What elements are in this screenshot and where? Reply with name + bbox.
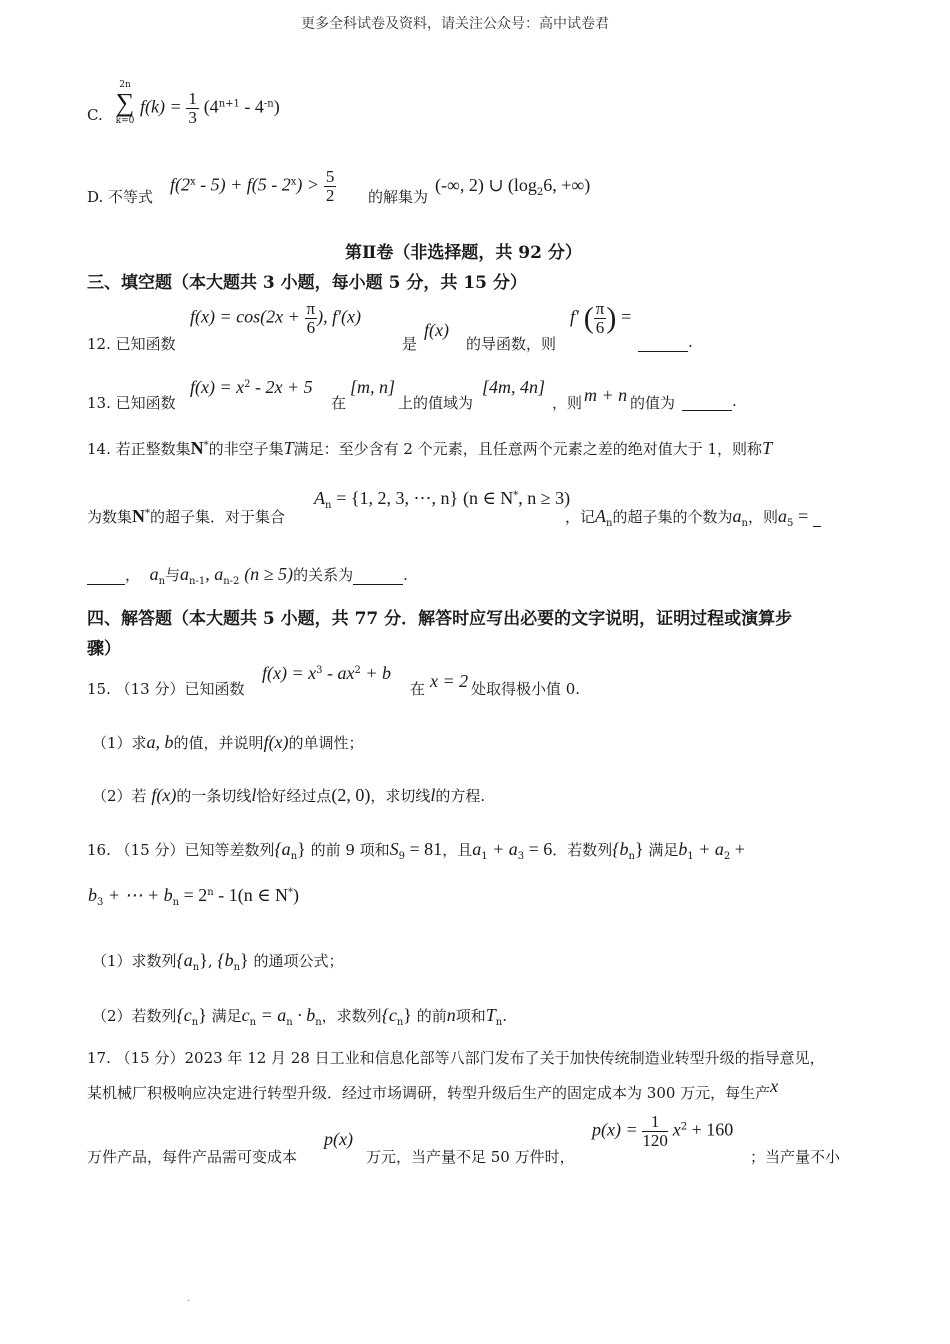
q16-T: T xyxy=(485,1005,496,1025)
q16-rest: - 1(n ∈ N xyxy=(213,885,289,905)
q16-cn2: {c xyxy=(381,1005,397,1025)
q12-frac2 xyxy=(594,300,607,337)
option-d-lhs: f(2 xyxy=(170,174,190,195)
q16-eqa: = a xyxy=(256,1005,287,1025)
q16-line2 xyxy=(88,885,299,908)
option-d-x1: x xyxy=(190,176,196,188)
q12-label: 12. 已知函数 xyxy=(87,335,176,353)
section3-title: 三、填空题（本大题共 3 小题，每小题 5 分，共 15 分） xyxy=(87,273,527,293)
frac-den: 3 xyxy=(188,108,197,127)
option-c-fraction xyxy=(186,90,199,127)
q14-end: . xyxy=(403,566,408,584)
q14-set xyxy=(314,488,570,511)
q13-cn3: ，则 xyxy=(552,394,583,412)
q15-p2b: 的一条切线 xyxy=(176,787,252,805)
option-d-set-text: (-∞, 2) ∪ (log xyxy=(435,175,537,195)
option-d-mid: - 5) + f(5 - 2 xyxy=(195,174,291,195)
q16-b3-sub: 3 xyxy=(97,897,104,908)
option-c-exp1: n+1 xyxy=(218,98,240,110)
frac-num: π xyxy=(595,299,605,318)
q16-p2-close2: } xyxy=(403,1005,412,1025)
q16-p1-close2: } xyxy=(240,950,249,970)
q16-bn-sub2: n xyxy=(172,897,180,908)
q15-p2e: 的方程. xyxy=(435,787,486,805)
q16-p2 xyxy=(92,1005,507,1028)
q16-p2-close: } xyxy=(198,1005,207,1025)
q15-cn2: 处取得极小值 0. xyxy=(471,680,581,698)
q16-bn: {b xyxy=(612,839,629,859)
frac-den: 6 xyxy=(306,318,316,337)
q16-p2c: ，求数列 xyxy=(321,1007,382,1025)
q14-cond2: , n ≥ 3) xyxy=(518,488,571,508)
q14-sub2: n-2 xyxy=(223,576,240,587)
option-d-base: 2 xyxy=(536,187,544,198)
q13-blank xyxy=(682,392,737,411)
q16-p2b: 满足 xyxy=(211,1007,242,1025)
q13-cn1: 在 xyxy=(331,394,347,412)
q16-p1b: 的通项公式； xyxy=(253,952,344,970)
q14-line3 xyxy=(87,564,408,587)
option-c-rest: (4 xyxy=(203,96,219,117)
q13-int1: [m, n] xyxy=(350,377,396,397)
q16-one: 1 xyxy=(481,851,488,862)
q12-f: f(x) = cos(2x + xyxy=(190,306,300,327)
q15-p1a: （1）求 xyxy=(92,734,147,752)
q14-star3: * xyxy=(513,490,519,501)
q15-x2: x = 2 xyxy=(430,671,469,691)
q14-a5: a xyxy=(777,506,787,526)
option-d-fraction xyxy=(324,168,337,205)
q16-close: } xyxy=(297,839,306,859)
q15-rest: + b xyxy=(360,663,392,683)
q15-fx: f(x) xyxy=(263,732,289,752)
q15-p2 xyxy=(92,785,485,806)
q16-c-sub: n xyxy=(249,1017,257,1028)
q14-A2-sub: n xyxy=(606,518,613,529)
q16-label: 16. （15 分）已知等差数列 xyxy=(87,841,275,859)
q16-p2e: 项和 xyxy=(455,1007,486,1025)
q16-two: 2 xyxy=(723,851,731,862)
q14-cond3: (n ≥ 5) xyxy=(244,564,294,584)
option-c-label: C. xyxy=(87,106,103,124)
frac-den: 2 xyxy=(325,186,335,205)
q17-x2: x xyxy=(672,1119,681,1140)
q16-an: {a xyxy=(274,839,291,859)
q14-l1a: 14. 若正整数集 xyxy=(87,440,191,458)
q15-p1 xyxy=(92,732,364,753)
q16-a1: a xyxy=(472,839,482,859)
q17-x: x xyxy=(770,1076,779,1096)
q15-ab: a, b xyxy=(146,732,174,752)
q16-cn: {c xyxy=(176,1005,192,1025)
option-d-set xyxy=(435,175,590,198)
q14-an-sub2: n xyxy=(158,576,166,587)
page-header: 更多全科试卷及资料，请关注公众号：高中试卷君 xyxy=(301,16,609,32)
q17-plus: + 160 xyxy=(687,1119,734,1140)
q14-cond: (n ∈ N xyxy=(462,488,514,508)
q16-dot: · b xyxy=(292,1005,316,1025)
q16-cn2: ，且 xyxy=(442,841,473,859)
q14-eq: = xyxy=(798,506,809,526)
q12-fp xyxy=(570,300,631,337)
q16-c: c xyxy=(241,1005,250,1025)
q15-p1b: 的值，并说明 xyxy=(173,734,264,752)
option-c-formula xyxy=(140,90,280,127)
q14-an2: a xyxy=(214,564,224,584)
q16-eq81: = 81 xyxy=(405,839,443,859)
q13-int2: [4m, 4n] xyxy=(482,377,546,397)
q15-l: l xyxy=(251,785,257,805)
q16-p1a: （1）求数列 xyxy=(92,952,177,970)
q12-blank xyxy=(638,333,693,352)
q15-p1c: 的单调性； xyxy=(288,734,364,752)
q16-b1-sub: 1 xyxy=(687,851,694,862)
q14-star2: * xyxy=(145,508,151,519)
q17-line3-a: 万件产品，每件产品需可变成本 xyxy=(87,1148,298,1166)
q16-an-sub: n xyxy=(290,851,298,862)
q14-set-text: = {1, 2, 3, ⋯, n} xyxy=(336,488,459,508)
q16-plus-end: + xyxy=(730,839,745,859)
q16-cn2-sub: n xyxy=(396,1017,404,1028)
frac-num: 5 xyxy=(325,167,335,186)
option-d-cn: 的解集为 xyxy=(368,188,429,206)
q16-p2d: 的前 xyxy=(416,1007,447,1025)
q16-p1: （1）求数列$\{a_n\}$, $\{b_n\}$ 的通项公式； xyxy=(92,950,344,973)
option-c-exp2: -n xyxy=(263,98,274,110)
q14-a: a xyxy=(732,506,742,526)
q16-cn4: 满足 xyxy=(648,841,679,859)
q16-p2a: （2）若数列 xyxy=(92,1007,177,1025)
q16-b3: b xyxy=(88,885,97,905)
q14-T: T xyxy=(283,438,294,458)
q16-end: . xyxy=(502,1007,507,1025)
frac-den: 6 xyxy=(595,318,605,337)
q16-eqa-sub: n xyxy=(286,1017,293,1028)
q16-b1: b xyxy=(678,839,688,859)
q15-formula xyxy=(262,663,391,684)
q15-f: f(x) = x xyxy=(262,663,317,683)
q14-star: * xyxy=(203,440,209,451)
q15-pt: (2, 0) xyxy=(331,785,371,805)
section4-title-1: 四、解答题（本大题共 5 小题，共 77 分．解答时应写出必要的文字说明，证明过程或演算步 xyxy=(87,609,793,629)
option-d-gt: ) > xyxy=(296,174,320,195)
q16-nn: n xyxy=(446,1005,456,1025)
q15-sq: 2 xyxy=(354,665,361,676)
q16-T-sub: n xyxy=(495,1017,503,1028)
sum-lower: k=0 xyxy=(115,116,135,126)
q16-eq6: = 6 xyxy=(524,839,553,859)
q14-l3c: 的关系为 xyxy=(293,566,354,584)
q17-px: p(x) xyxy=(324,1129,353,1149)
q16-S: S xyxy=(389,839,399,859)
sum-upper: 2n xyxy=(119,80,131,90)
q14-N2: N xyxy=(132,506,146,526)
q16-plus: + a xyxy=(487,839,518,859)
q16-cn-sub: n xyxy=(191,1017,199,1028)
q16-line1 xyxy=(87,839,745,862)
q12-cn1: 是 xyxy=(402,335,418,353)
q13-label: 13. 已知函数 xyxy=(87,394,176,412)
q14-line1 xyxy=(87,438,772,459)
q14-l1c: 满足：至少含有 2 个元素，且任意两个元素之差的绝对值大于 1，则称 xyxy=(293,440,763,458)
q16-p1-an: {a xyxy=(176,950,193,970)
q13-cn4: 的值为 xyxy=(630,394,676,412)
q13-end: . xyxy=(732,392,737,410)
q14-comma: , xyxy=(205,564,215,584)
q16-bn-sub: n xyxy=(628,851,635,862)
section4-title-2: 骤） xyxy=(87,639,121,659)
q12-fprime: f′ xyxy=(570,306,579,327)
q13-f: f(x) = x xyxy=(190,377,245,397)
q17-l2a: 某机械厂积极响应决定进行转型升级．经过市场调研，转型升级后生产的固定成本为 300 万元，每生产 xyxy=(87,1084,771,1102)
q17-formula xyxy=(592,1113,733,1150)
q14-l2c: ，记 xyxy=(565,508,596,526)
frac-num: 1 xyxy=(642,1113,668,1132)
q12-fx: f(x) xyxy=(424,320,449,340)
q13-formula xyxy=(190,377,313,398)
q16-p1-bn-sub: n xyxy=(233,962,241,973)
q13-rest: - 2x + 5 xyxy=(250,377,313,397)
q16-p1-bn: {b xyxy=(217,950,234,970)
option-d-x2: x xyxy=(290,176,297,188)
q12-cn2: 的导函数，则 xyxy=(466,335,557,353)
option-d-formula xyxy=(170,168,336,205)
q14-A: A xyxy=(314,488,325,508)
q14-line2-left xyxy=(87,506,285,527)
q12-frac xyxy=(305,300,318,337)
q17-line3-b: 万元，当产量不足 50 万件时， xyxy=(366,1148,575,1166)
q12-end: . xyxy=(688,333,693,351)
sigma-icon: ∑ xyxy=(115,88,135,117)
q12-paren-close: ) xyxy=(606,301,617,335)
q15-l2: l xyxy=(430,785,436,805)
q16-p1-close: } xyxy=(199,950,208,970)
q16-three: 3 xyxy=(517,851,525,862)
option-c-sum xyxy=(114,80,136,126)
q15-p2a: （2）若 xyxy=(92,787,147,805)
q14-line2-right xyxy=(565,506,821,529)
q16-eq: = 2 xyxy=(179,885,208,905)
q16-star: * xyxy=(288,887,294,898)
q17-line3-c: ；当产量不小 xyxy=(750,1148,841,1166)
q16-cn3: ．若数列 xyxy=(552,841,613,859)
q14-T2: T xyxy=(762,438,773,458)
q14-l1b: 的非空子集 xyxy=(208,440,284,458)
q14-l2d: 的超子集的个数为 xyxy=(612,508,733,526)
q14-five: 5 xyxy=(786,518,794,529)
q15-cn1: 在 xyxy=(410,680,426,698)
q15-cube: 3 xyxy=(316,665,323,676)
q12-formula xyxy=(190,300,361,337)
q14-an1: a xyxy=(180,564,190,584)
q14-A2: A xyxy=(595,506,607,526)
q15-mid: - ax xyxy=(322,663,355,683)
q15-label: 15. （13 分）已知函数 xyxy=(87,680,245,698)
q16-cn1: 的前 9 项和 xyxy=(310,841,390,859)
option-c-close: ) xyxy=(273,96,280,117)
option-d-label: D. 不等式 xyxy=(87,188,154,206)
q16-mid: + ⋯ + b xyxy=(103,885,173,905)
q17-line1: 17. （15 分）2023 年 12 月 28 日工业和信息化部等八部门发布了关于加快传统制造业转型升级的指导意见， xyxy=(87,1049,825,1067)
q16-p1-an-sub: n xyxy=(192,962,200,973)
q14-sub1: n-1 xyxy=(189,576,206,587)
q16-dot-sub: n xyxy=(315,1017,322,1028)
q17-frac xyxy=(642,1113,668,1150)
option-d-tail: 6, +∞) xyxy=(543,175,591,195)
option-c-minus: - 4 xyxy=(239,96,264,117)
q15-p2d: ，求切线 xyxy=(370,787,431,805)
q14-l3a: ， xyxy=(125,566,141,584)
q13-mn: m + n xyxy=(584,385,628,405)
q12-close: ), f′(x) xyxy=(317,306,362,327)
q15-fx2: f(x) xyxy=(151,785,177,805)
q15-p2c: 恰好经过点 xyxy=(256,787,332,805)
q14-l3b: 与 xyxy=(165,566,181,584)
frac-den: 120 xyxy=(642,1131,668,1150)
q12-paren-open: ( xyxy=(583,301,594,335)
option-c-expr: f(k) = xyxy=(140,96,182,117)
frac-num: 1 xyxy=(188,89,197,108)
q16-close2: } xyxy=(634,839,644,859)
q17-line2 xyxy=(87,1076,778,1103)
q14-l2e: ，则 xyxy=(747,508,778,526)
q14-N: N xyxy=(190,438,204,458)
q14-l2b: 的超子集．对于集合 xyxy=(150,508,286,526)
q13-cn2: 上的值域为 xyxy=(398,394,474,412)
frac-num: π xyxy=(306,299,316,318)
q17-sq: 2 xyxy=(680,1121,688,1133)
q17-pxeq: p(x) = xyxy=(592,1119,638,1140)
q16-nine: 9 xyxy=(398,851,406,862)
q14-an: a xyxy=(149,564,159,584)
q16-exp: n xyxy=(207,887,214,898)
q12-eq: = xyxy=(621,306,632,327)
q14-An-sub: n xyxy=(325,500,332,511)
q14-an-sub: n xyxy=(741,518,748,529)
footer-dot: · xyxy=(187,1296,191,1307)
section2-title: 第Ⅱ卷（非选择题，共 92 分） xyxy=(345,243,582,263)
q16-line2-close: ) xyxy=(293,885,300,905)
q13-sq: 2 xyxy=(244,379,251,390)
q16-b2: + a xyxy=(693,839,724,859)
q14-l2a: 为数集 xyxy=(87,508,133,526)
